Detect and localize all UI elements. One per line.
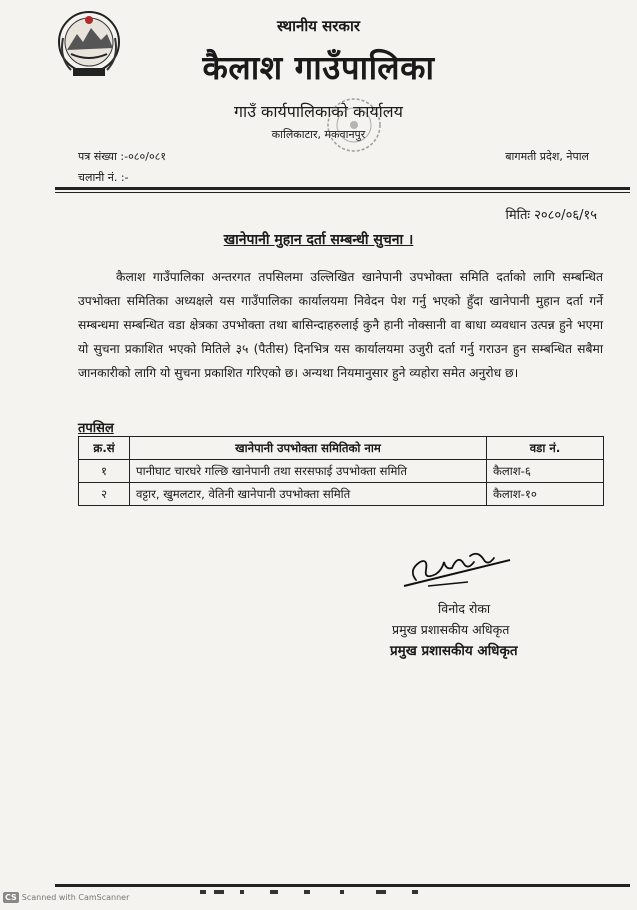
header-committee-name: खानेपानी उपभोक्ता समितिको नाम <box>130 437 487 460</box>
designation-stamp: प्रमुख प्रशासकीय अधिकृत <box>390 643 518 659</box>
table-caption: तपसिल <box>78 421 114 436</box>
scanner-watermark <box>3 892 129 903</box>
committee-table <box>78 436 604 506</box>
notice-subject: खानेपानी मुहान दर्ता सम्बन्धी सुचना । <box>223 232 414 248</box>
header-divider <box>55 187 630 190</box>
sub-office-name: गाउँ कार्यपालिकाको कार्यालय <box>234 102 403 121</box>
letter-number: पत्र संख्या :-०८०/०८१ <box>78 150 167 163</box>
header-serial: क्र.सं <box>79 437 130 460</box>
row-ward: कैलाश-१० <box>487 483 604 506</box>
footer-text-fragment <box>200 888 440 896</box>
camscanner-badge: CS <box>5 893 17 902</box>
signature-mark <box>398 540 518 592</box>
dispatch-number: चलानी नं. :- <box>78 171 129 184</box>
signatory-name: विनोद रोका <box>438 601 491 616</box>
table-header-row <box>79 437 604 460</box>
row-committee-name: पानीघाट चारघरे गल्छि खानेपानी तथा सरसफाई उपभोक्ता समिति <box>130 460 487 483</box>
row-serial: २ <box>79 483 130 506</box>
header-divider-thin <box>55 192 630 193</box>
notice-body: कैलाश गाउँपालिका अन्तरगत तपसिलमा उल्लिखित खानेपानी उपभोक्ता समिति दर्ताको लागि सम्बन्धित उपभोक्ता समितिका अध्यक्षले यस गाउँपालिका कार्यालयमा निवेदन पेश गर्नु भएको हुँदा खानेपानी मुहान दर्ता गर्ने सम्बन्धमा सम्बन्धित वडा क्षेत्रका उपभोक्ता तथा बासिन्दाहरुलाई कुनै हानी नोक्सानी वा बाधा व्यवधान उत्पन्न हुने भएमा यो सुचना प्रकाशित भएको मितिले ३५ (पैतीस) दिनभित्र यस कार्यालयमा उजुरी दर्ता गर्नु गराउन हुन सम्बन्धित सबैमा जानकारीको लागि यो सुचना प्रकाशित गरिएको छ। अन्यथा नियमानुसार हुने व्यहोरा समेत अनुरोध छ। <box>78 270 603 380</box>
table-row <box>79 483 604 506</box>
office-name: कैलाश गाउँपालिका <box>202 48 435 87</box>
office-address: कालिकाटार, मकवानपुर <box>271 128 366 141</box>
signatory-designation: प्रमुख प्रशासकीय अधिकृत <box>392 622 510 637</box>
table-row <box>79 460 604 483</box>
row-ward: कैलाश-६ <box>487 460 604 483</box>
row-serial: १ <box>79 460 130 483</box>
notice-date: मितिः २०८०/०६/१५ <box>505 208 597 223</box>
row-committee-name: वट्टार, खुमलटार, वेतिनी खानेपानी उपभोक्ता समिति <box>130 483 487 506</box>
header-ward: वडा नं. <box>487 437 604 460</box>
scanner-label: Scanned with CamScanner <box>21 893 130 902</box>
footer-divider <box>55 884 630 887</box>
office-seal-icon <box>325 96 383 154</box>
government-label: स्थानीय सरकार <box>277 17 360 35</box>
province-label: बागमती प्रदेश, नेपाल <box>505 150 589 163</box>
